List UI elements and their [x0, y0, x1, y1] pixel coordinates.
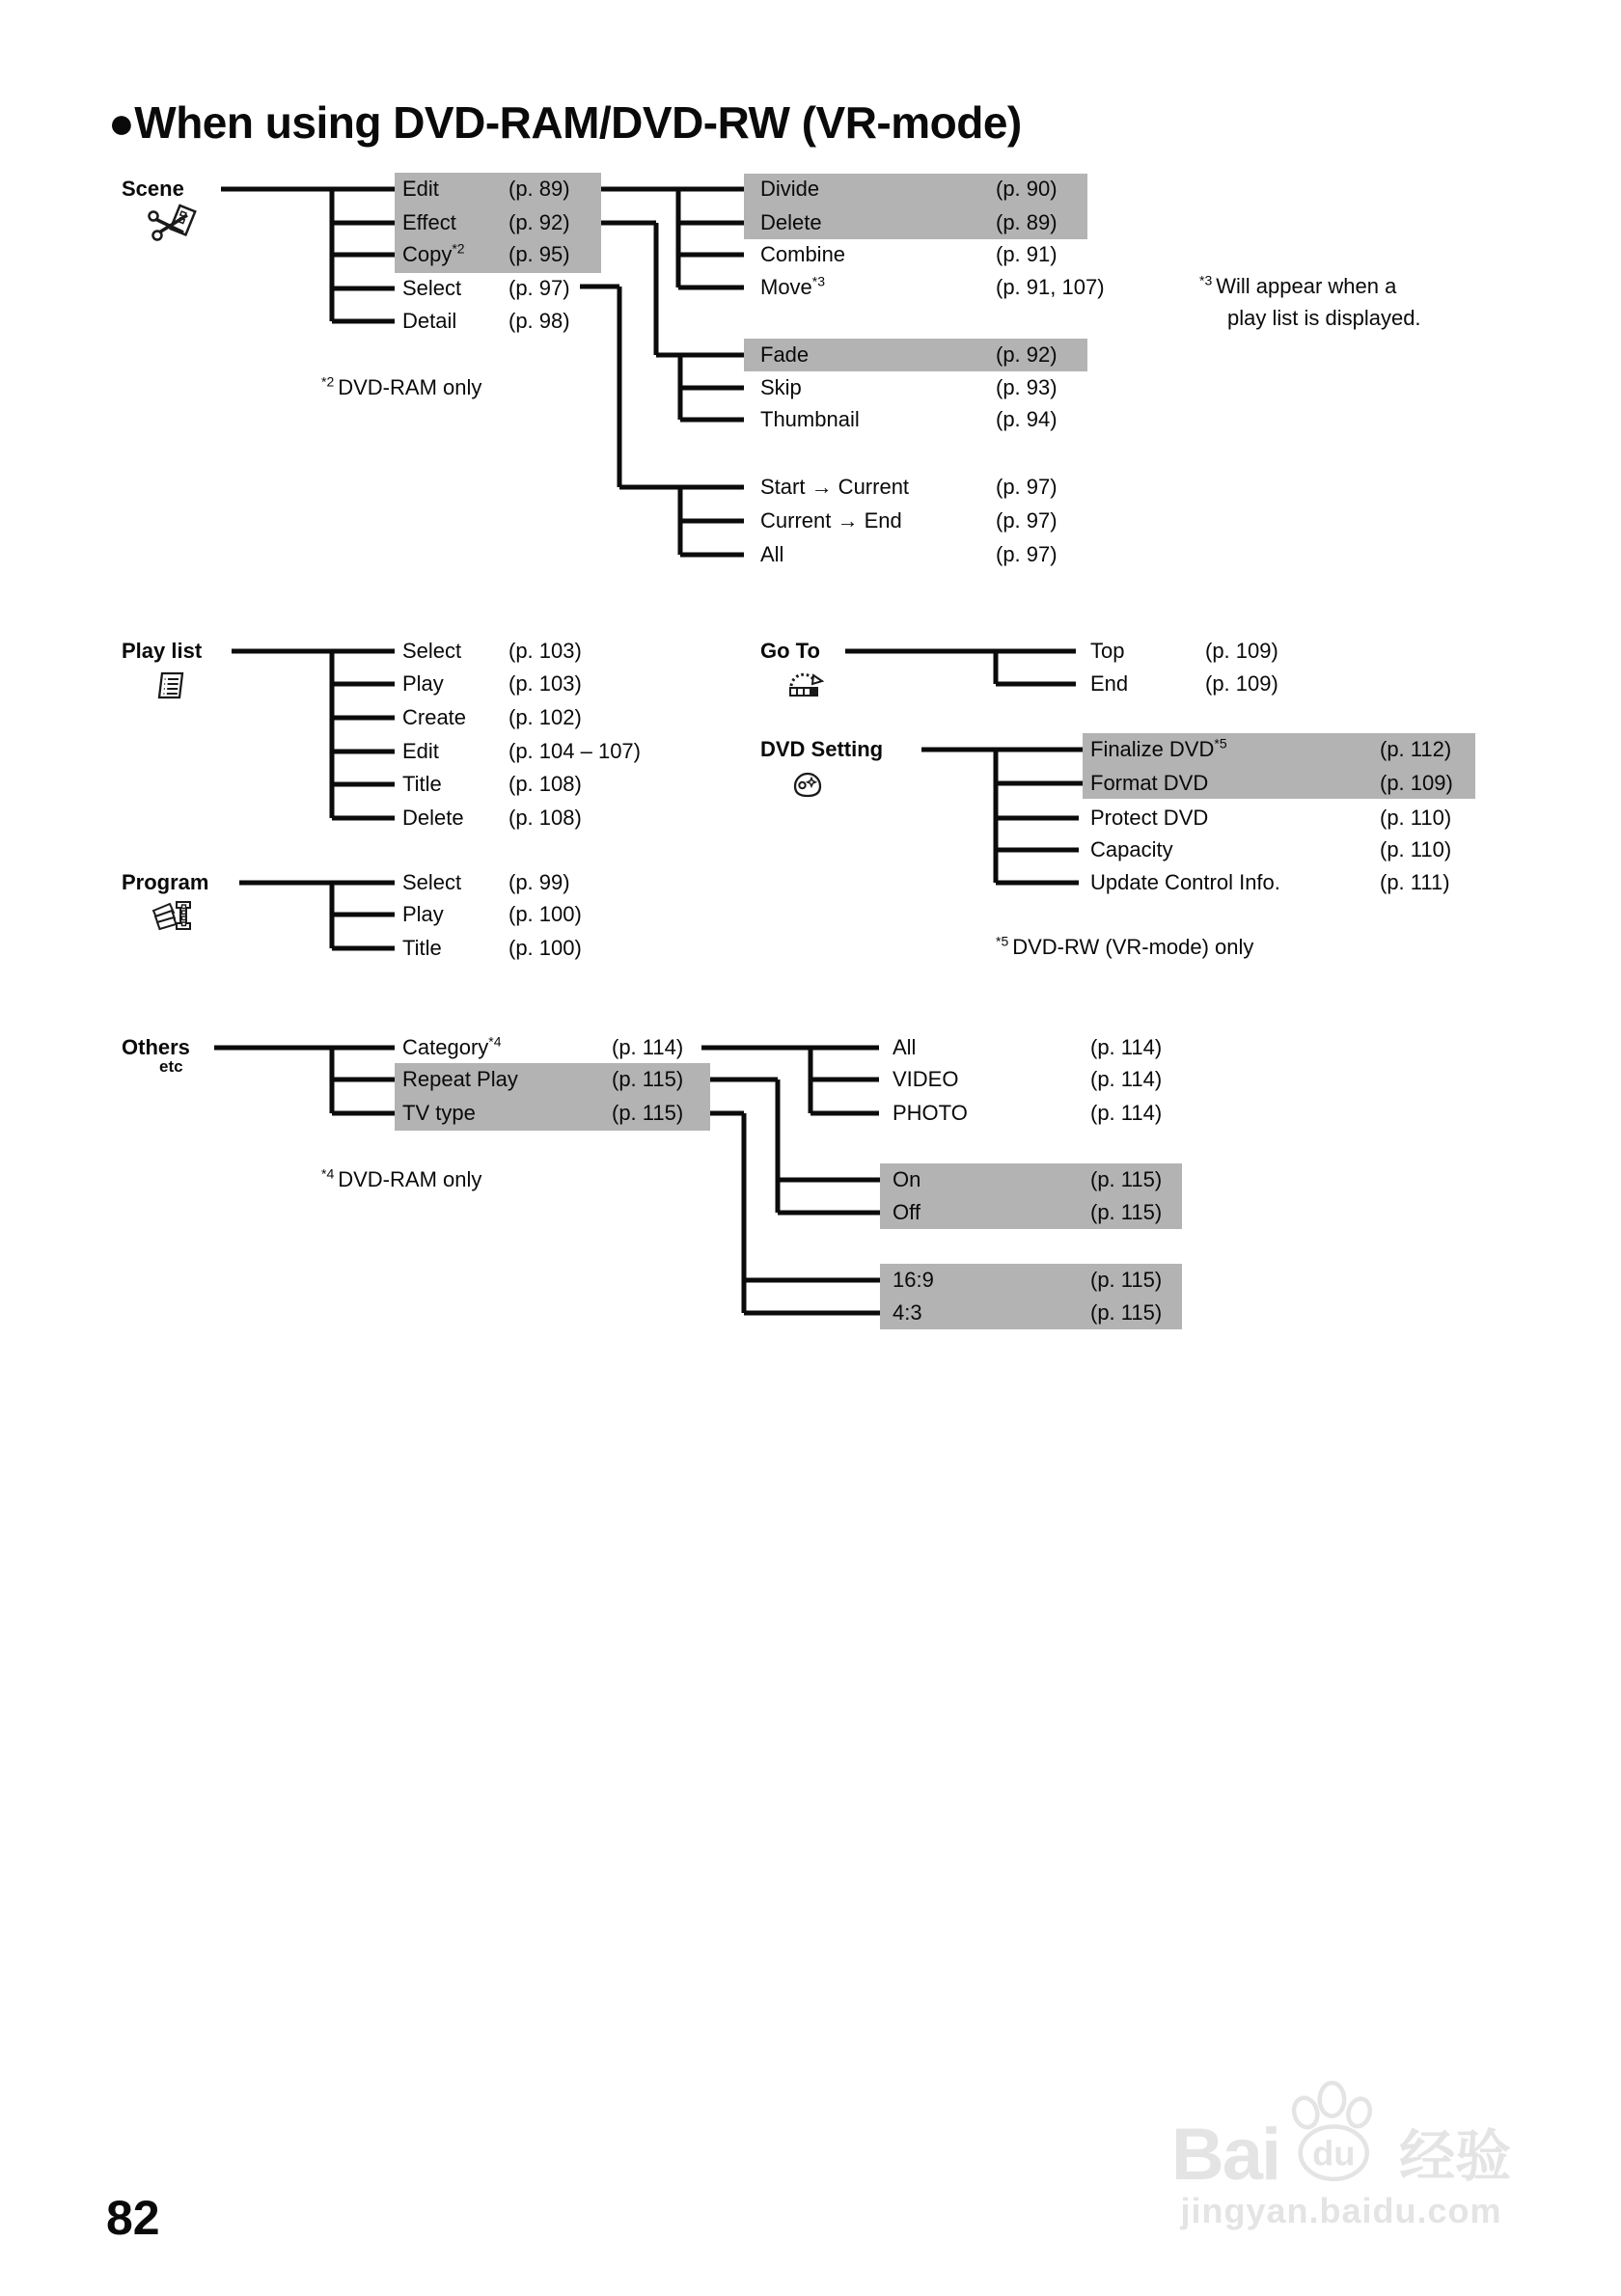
menu-item-page: (p. 114) [1090, 1101, 1163, 1125]
menu-item: Edit [402, 739, 439, 763]
menu-item: Play [402, 902, 444, 926]
menu-item-page: (p. 104 – 107) [508, 739, 641, 763]
footnote-3: $^{*3}$ Will appear when a [1199, 272, 1397, 298]
paw-icon [1279, 2076, 1393, 2189]
menu-item: 16:9 [893, 1268, 934, 1292]
baidu-jingyan-watermark [1139, 2076, 1544, 2231]
section-label-scene: Scene [122, 177, 184, 201]
menu-item-page: (p. 115) [1090, 1167, 1163, 1191]
menu-item: PHOTO [893, 1101, 968, 1125]
menu-item: Divide [760, 177, 820, 201]
menu-item: Combine [760, 242, 846, 266]
menu-item: Effect [402, 210, 456, 234]
goto-dial-icon [786, 670, 827, 703]
menu-item: On [893, 1167, 921, 1191]
menu-item: Repeat Play [402, 1067, 518, 1091]
menu-item: Move$^{*3}$ [760, 273, 826, 299]
superscript-marker: *5 [1214, 735, 1227, 752]
section-label-play-list: Play list [122, 639, 203, 663]
menu-item: Play [402, 671, 444, 696]
menu-item-page: (p. 97) [996, 508, 1058, 533]
menu-item: End [1090, 671, 1129, 696]
menu-item-page: (p. 108) [508, 772, 582, 796]
watermark-jingyan-text: 经验 [1399, 2125, 1512, 2188]
menu-item: Finalize DVD$^{*5}$ [1090, 735, 1227, 761]
menu-item-page: (p. 97) [508, 276, 570, 300]
menu-item-page: (p. 89) [508, 177, 570, 201]
film-scissors-icon [147, 203, 197, 250]
menu-item-page: (p. 114) [1090, 1035, 1163, 1059]
superscript-marker: *4 [488, 1033, 502, 1050]
menu-item-page: (p. 91) [996, 242, 1058, 266]
section-label-dvd-setting: DVD Setting [760, 737, 884, 761]
menu-item-page: (p. 98) [508, 309, 570, 333]
menu-item-page: (p. 115) [1090, 1268, 1163, 1292]
menu-item-page: (p. 108) [508, 806, 582, 830]
menu-item-page: (p. 103) [508, 671, 582, 696]
menu-item-page: (p. 115) [1090, 1200, 1163, 1224]
section-label-others: Others [122, 1035, 190, 1059]
menu-item-page: (p. 115) [612, 1101, 684, 1125]
menu-item-page: (p. 92) [508, 210, 570, 234]
menu-item: Delete [402, 806, 464, 830]
menu-item-page: (p. 115) [1090, 1300, 1163, 1325]
svg-text:du: du [1312, 2133, 1356, 2173]
menu-item: Thumbnail [760, 407, 860, 431]
footnote-5: $^{*5}$ DVD-RW (VR-mode) only [996, 933, 1254, 959]
footnote-4: $^{*4}$ DVD-RAM only [321, 1165, 482, 1191]
watermark-url: jingyan.baidu.com [1180, 2191, 1502, 2230]
menu-item-page: (p. 110) [1380, 806, 1452, 830]
menu-item: Top [1090, 639, 1125, 663]
menu-item-page: (p. 92) [996, 342, 1058, 367]
menu-item-page: (p. 112) [1380, 737, 1452, 761]
page-number: 82 [106, 2191, 160, 2245]
menu-item-page: (p. 100) [508, 936, 582, 960]
menu-item: Title [402, 772, 442, 796]
menu-item: Update Control Info. [1090, 870, 1280, 894]
watermark-bai-text: Bai [1170, 2114, 1280, 2196]
menu-item: Category$^{*4}$ [402, 1033, 502, 1059]
menu-item: 4:3 [893, 1300, 922, 1325]
menu-item: Title [402, 936, 442, 960]
section-label-program: Program [122, 870, 209, 894]
menu-item: All [760, 542, 784, 566]
menu-item-page: (p. 99) [508, 870, 570, 894]
menu-item-page: (p. 109) [1380, 771, 1453, 795]
others-etc-label: etc [159, 1057, 183, 1076]
menu-item-page: (p. 100) [508, 902, 582, 926]
menu-item: TV type [402, 1101, 476, 1125]
footnote-2: $^{*2}$ DVD-RAM only [321, 373, 482, 399]
disc-icon [791, 769, 824, 805]
menu-item: Current → End [760, 508, 902, 533]
menu-item: Edit [402, 177, 439, 201]
menu-item-page: (p. 95) [508, 242, 570, 266]
menu-item-page: (p. 111) [1380, 870, 1450, 894]
menu-item: All [893, 1035, 917, 1059]
menu-item-page: (p. 103) [508, 639, 582, 663]
list-icon [157, 670, 186, 704]
menu-item: Select [402, 870, 462, 894]
menu-item: Start → Current [760, 475, 910, 499]
menu-item: Off [893, 1200, 920, 1224]
menu-item: Detail [402, 309, 457, 333]
menu-item-page: (p. 109) [1205, 671, 1278, 696]
menu-item: Create [402, 705, 467, 729]
menu-item-page: (p. 115) [612, 1067, 684, 1091]
menu-item-page: (p. 97) [996, 475, 1058, 499]
section-label-go-to: Go To [760, 639, 820, 663]
menu-item: Select [402, 276, 462, 300]
superscript-marker: *3 [811, 273, 826, 289]
footnote-3-line2: play list is displayed. [1227, 306, 1421, 330]
menu-item-page: (p. 102) [508, 705, 582, 729]
menu-item-page: (p. 90) [996, 177, 1058, 201]
menu-item: Skip [760, 375, 802, 399]
superscript-marker: *2 [452, 240, 465, 257]
page-title: ●When using DVD-RAM/DVD-RW (VR-mode) [108, 97, 1022, 148]
menu-item: Capacity [1090, 837, 1173, 861]
menu-item: Select [402, 639, 462, 663]
menu-item-page: (p. 114) [1090, 1067, 1163, 1091]
menu-item: Fade [760, 342, 810, 367]
menu-item-page: (p. 114) [612, 1035, 684, 1059]
menu-item-page: (p. 89) [996, 210, 1058, 234]
menu-item-page: (p. 94) [996, 407, 1058, 431]
menu-item-page: (p. 110) [1380, 837, 1452, 861]
menu-item-page: (p. 109) [1205, 639, 1278, 663]
menu-item: Format DVD [1090, 771, 1209, 795]
menu-item: Protect DVD [1090, 806, 1209, 830]
menu-item: VIDEO [893, 1067, 959, 1091]
menu-item: Copy$^{*2}$ [402, 240, 465, 266]
menu-item-page: (p. 93) [996, 375, 1058, 399]
menu-item-page: (p. 91, 107) [996, 275, 1105, 299]
program-icon [150, 897, 194, 939]
menu-item-page: (p. 97) [996, 542, 1058, 566]
menu-item: Delete [760, 210, 822, 234]
